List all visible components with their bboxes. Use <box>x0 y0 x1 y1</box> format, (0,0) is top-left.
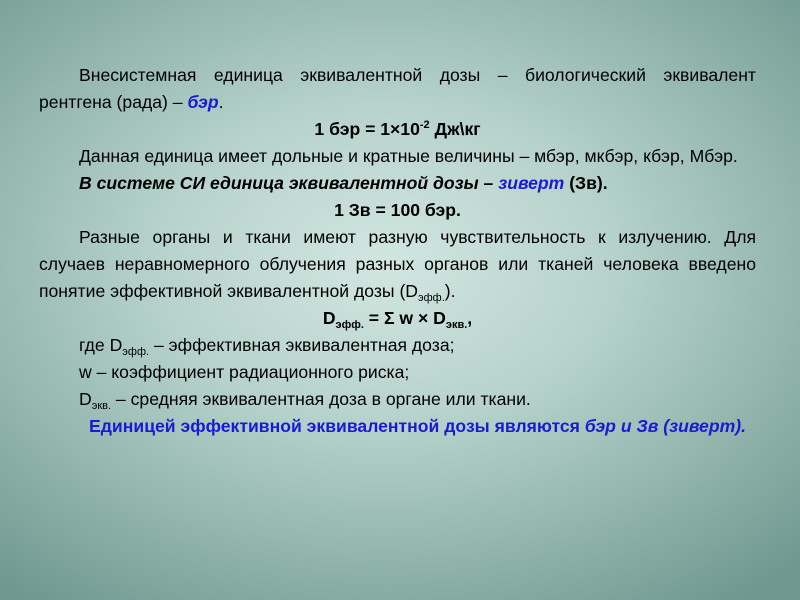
formula-effective-mid: = Σ w × D <box>363 308 446 328</box>
conclusion-units-italic: бэр и Зв (зиверт). <box>584 416 746 436</box>
paragraph-si-unit <box>39 170 756 197</box>
ber-definition-end: . <box>218 92 224 112</box>
def1-symbol: где D <box>79 335 123 355</box>
definition-effective-dose <box>39 332 756 359</box>
sievert-symbol: (Зв). <box>564 173 608 193</box>
formula-effective-end: , <box>467 308 473 328</box>
organs-end: ). <box>444 281 456 301</box>
formula-sievert-ber: 1 Зв = 100 бэр. <box>334 200 461 220</box>
si-text: единица эквивалентной дозы – <box>210 173 499 193</box>
formula-ber-exponent: -2 <box>419 119 430 131</box>
formula-ber-left: 1 бэр = 1×10 <box>314 119 420 139</box>
def1-subscript: эфф. <box>122 346 150 358</box>
paragraph-submultiples: Данная единица имеет дольные и кратные величины – мбэр, мкбэр, кбэр, Мбэр. <box>79 146 738 166</box>
def3-symbol: D <box>79 389 92 409</box>
formula-effective-d: D <box>322 308 336 328</box>
conclusion-units <box>39 413 756 440</box>
definition-equivalent-dose <box>39 386 756 413</box>
slide-body <box>39 62 756 440</box>
ber-term: бэр <box>187 92 219 112</box>
formula-ber-unit: Дж\кг <box>429 119 481 139</box>
organs-subscript: эфф. <box>418 292 445 304</box>
formula-effective-sub1: эфф. <box>335 319 364 331</box>
def3-text: – средняя эквивалентная доза в органе или ткани. <box>111 389 531 409</box>
si-label: В системе СИ <box>79 173 211 193</box>
formula-effective-dose <box>39 305 756 332</box>
ber-definition-text: Внесистемная единица эквивалентной дозы – биологический эквивалент рентгена (рада) – <box>39 65 756 112</box>
formula-effective-sub2: экв. <box>445 319 468 331</box>
sievert-term: зиверт <box>498 173 565 193</box>
paragraph-ber-definition <box>39 62 756 116</box>
definition-risk-coefficient: w – коэффициент радиационного риска; <box>79 362 410 382</box>
formula-ber-joule <box>39 116 756 143</box>
paragraph-organs <box>39 224 756 305</box>
def1-text: – эффективная эквивалентная доза; <box>149 335 455 355</box>
organs-text: Разные органы и ткани имеют разную чувствительность к излучению. Для случаев неравномерного облучения разных органов или тканей человека введено понятие эффективной эквивалентной дозы (D <box>39 227 756 301</box>
def3-subscript: экв. <box>91 400 112 412</box>
conclusion-text: Единицей эффективной эквивалентной дозы являются <box>89 416 585 436</box>
